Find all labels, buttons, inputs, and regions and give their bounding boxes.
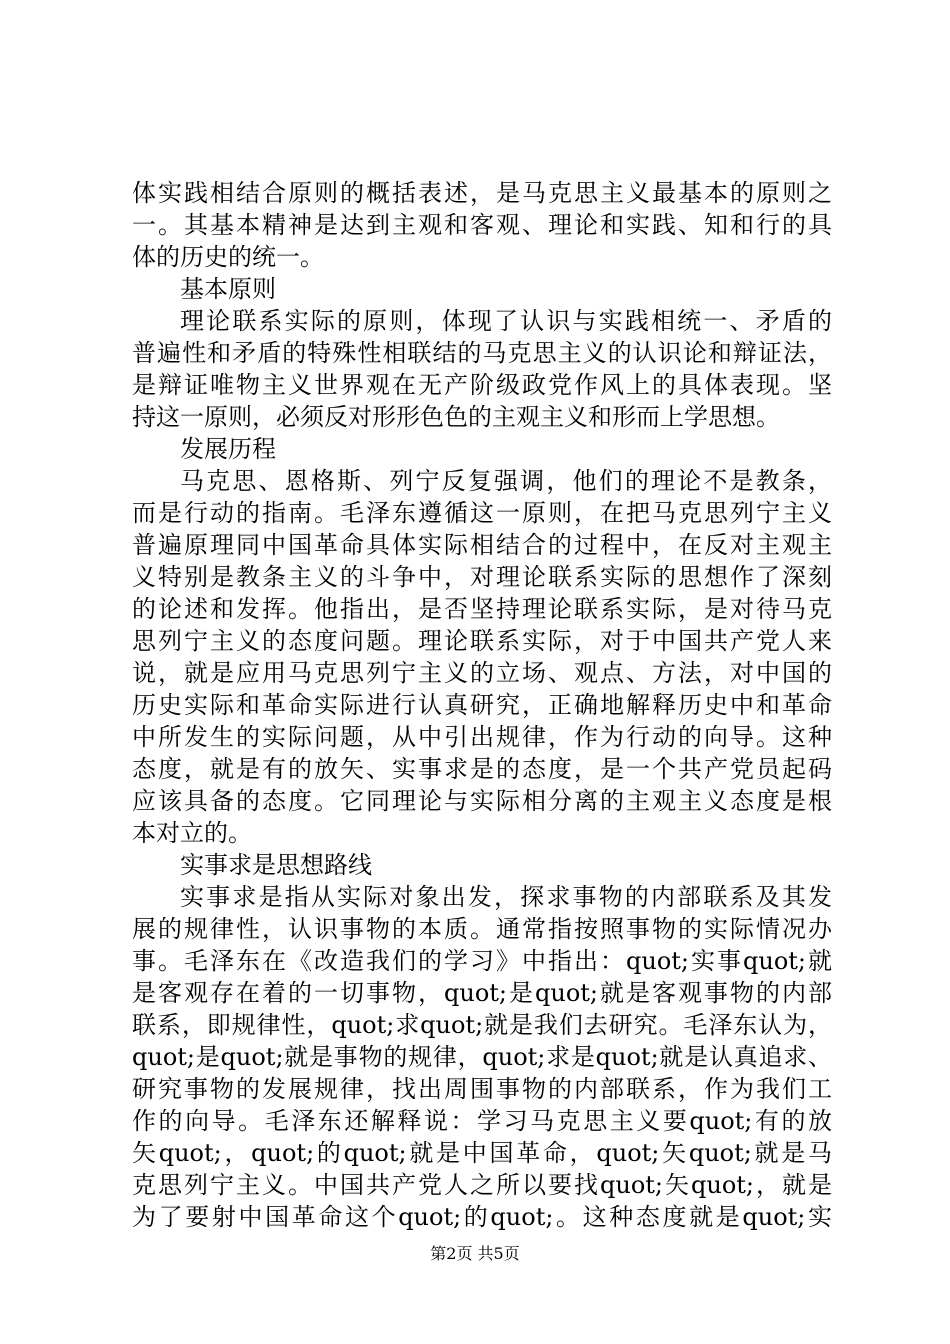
paragraph-history [132,465,832,849]
paragraph-seek-truth [132,881,832,1233]
section-heading-basic-principle: 基本原则 [180,275,276,303]
text-line: 是客观存在着的一切事物，quot;是quot;就是客观事物的内部 [132,979,832,1007]
text-line: 展的规律性，认识事物的本质。通常指按照事物的实际情况办 [132,915,832,943]
text-line: 的论述和发挥。他指出，是否坚持理论联系实际，是对待马克 [132,595,832,623]
text-line: 体实践相结合原则的概括表述，是马克思主义最基本的原则之 [132,179,832,207]
text-line: 研究事物的发展规律，找出周围事物的内部联系，作为我们工 [132,1075,832,1103]
text-line: 体的历史的统一。 [132,243,324,271]
paragraph-intro [132,177,832,273]
text-line: 普遍性和矛盾的特殊性相联结的马克思主义的认识论和辩证法， [132,339,832,367]
text-line: 本对立的。 [132,819,252,847]
page-number: 第2页 共5页 [430,1244,520,1263]
page-footer [0,1244,950,1264]
text-line: 矢quot;，quot;的quot;就是中国革命，quot;矢quot;就是马 [132,1139,832,1167]
text-line: 思列宁主义的态度问题。理论联系实际，对于中国共产党人来 [132,627,832,655]
text-line: 历史实际和革命实际进行认真研究，正确地解释历史中和革命 [132,691,832,719]
text-line: 而是行动的指南。毛泽东遵循这一原则，在把马克思列宁主义 [132,499,832,527]
text-line: 中所发生的实际问题，从中引出规律，作为行动的向导。这种 [132,723,832,751]
text-line: quot;是quot;就是事物的规律，quot;求是quot;就是认真追求、 [132,1043,832,1071]
text-line: 马克思、恩格斯、列宁反复强调，他们的理论不是教条， [180,467,832,495]
text-line: 实事求是指从实际对象出发，探求事物的内部联系及其发 [180,883,832,911]
text-line: 一。其基本精神是达到主观和客观、理论和实践、知和行的具 [132,211,832,239]
text-line: 作的向导。毛泽东还解释说：学习马克思主义要quot;有的放 [132,1107,832,1135]
text-line: 持这一原则，必须反对形形色色的主观主义和形而上学思想。 [132,403,780,431]
document-body [132,177,832,1233]
text-line: 普遍原理同中国革命具体实际相结合的过程中，在反对主观主 [132,531,832,559]
text-line: 理论联系实际的原则，体现了认识与实践相统一、矛盾的 [180,307,832,335]
text-line: 义特别是教条主义的斗争中，对理论联系实际的思想作了深刻 [132,563,832,591]
text-line: 事。毛泽东在《改造我们的学习》中指出：quot;实事quot;就 [132,947,832,975]
section-heading-seek-truth: 实事求是思想路线 [180,851,372,879]
text-line: 态度，就是有的放矢、实事求是的态度，是一个共产党员起码 [132,755,832,783]
text-line: 克思列宁主义。中国共产党人之所以要找quot;矢quot;，就是 [132,1171,832,1199]
paragraph-basic-principle [132,305,832,433]
text-line: 说，就是应用马克思列宁主义的立场、观点、方法，对中国的 [132,659,832,687]
section-heading-history: 发展历程 [180,435,276,463]
text-line: 联系，即规律性，quot;求quot;就是我们去研究。毛泽东认为， [132,1011,832,1039]
text-line: 是辩证唯物主义世界观在无产阶级政党作风上的具体表现。坚 [132,371,832,399]
text-line: 应该具备的态度。它同理论与实际相分离的主观主义态度是根 [132,787,832,815]
text-line: 为了要射中国革命这个quot;的quot;。这种态度就是quot;实 [132,1203,832,1231]
